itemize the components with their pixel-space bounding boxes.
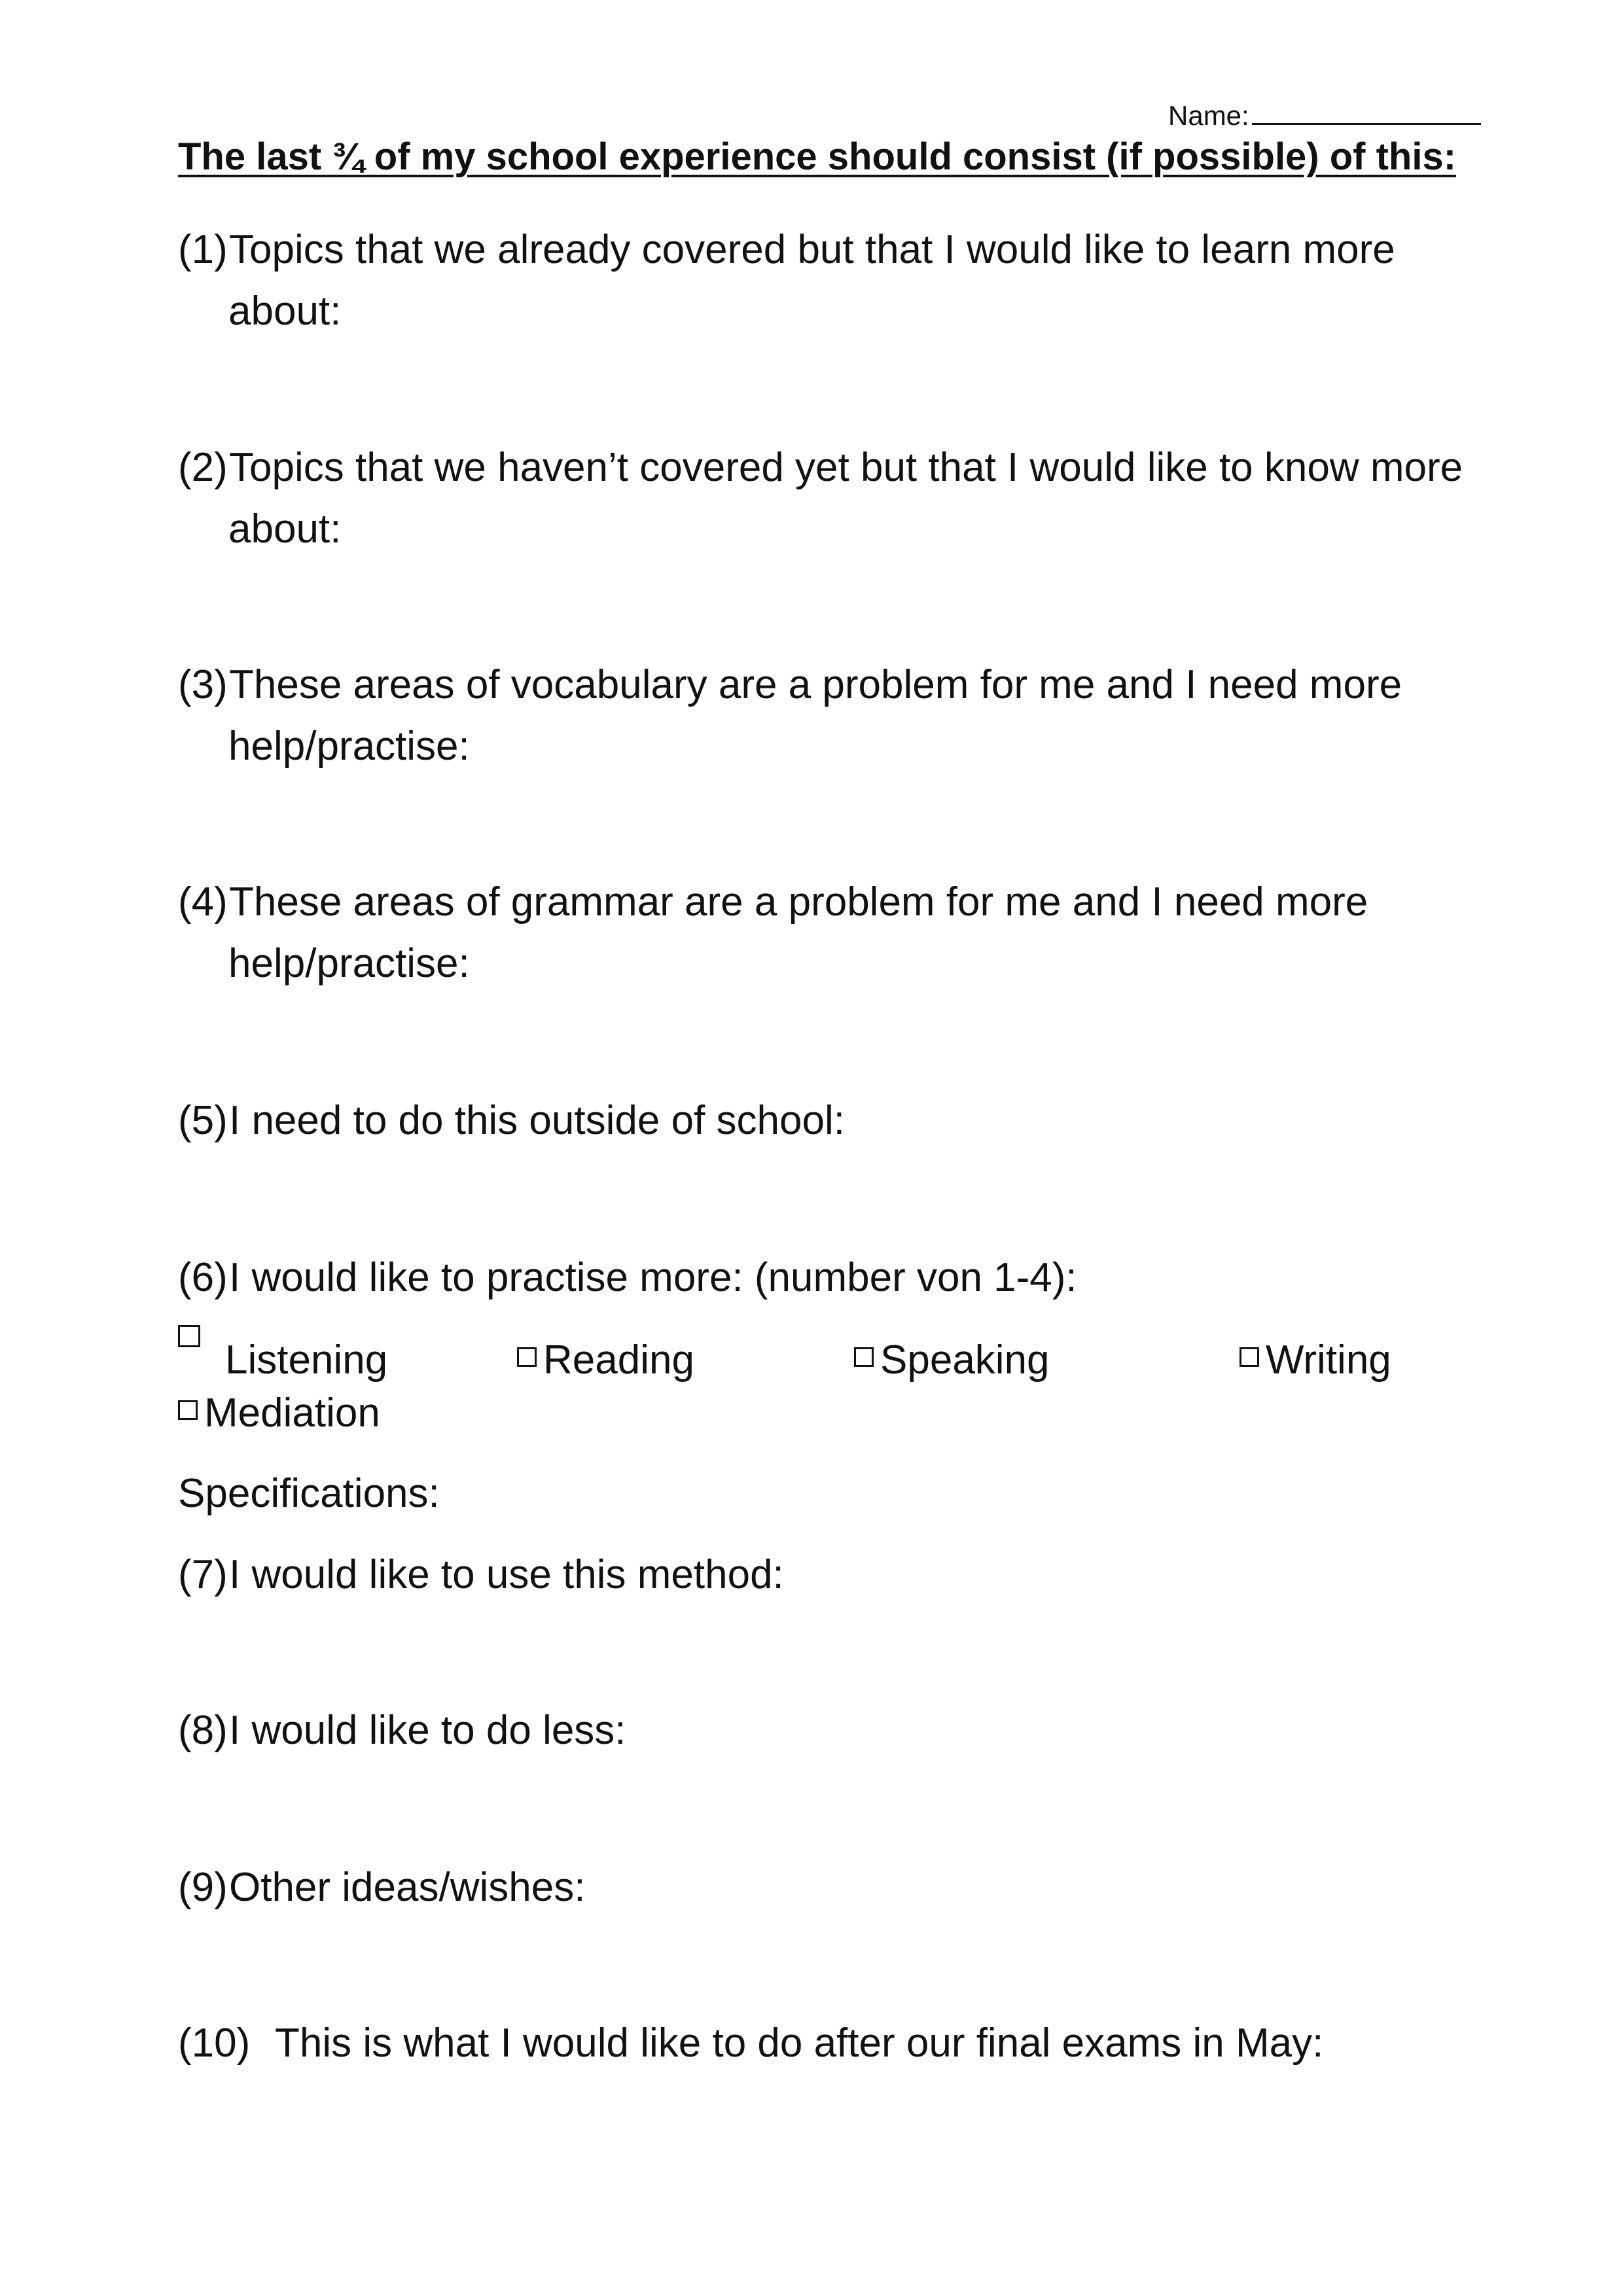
writing-checkbox[interactable] [1240,1347,1259,1367]
question-text-continued: help/practise: [228,941,470,986]
question-number: (3) [178,662,228,707]
question-text: I need to do this outside of school: [229,1098,845,1143]
question-number: (10) [178,2021,251,2066]
reading-option [517,1337,694,1383]
question-text-continued: about: [228,289,342,334]
question-text-continued: help/practise: [228,724,470,769]
mediation-checkbox[interactable] [178,1400,198,1420]
name-blank-line[interactable] [1252,98,1481,125]
question-number: (6) [178,1255,228,1300]
question-number: (9) [178,1865,228,1910]
question-text: Other ideas/wishes: [229,1865,586,1910]
question-8 [178,1700,626,1761]
question-4 [178,872,1368,986]
question-text: I would like to use this method: [229,1552,784,1597]
page-title: The last ¾ of my school experience should consist (if possible) of this: [178,135,1457,178]
question-text: This is what I would like to do after our final exams in May: [275,2021,1324,2066]
name-field [1168,98,1481,132]
writing-label: Writing [1266,1337,1391,1383]
reading-checkbox[interactable] [517,1347,537,1367]
question-text: I would like to do less: [229,1708,626,1753]
question-7 [178,1544,784,1606]
question-9 [178,1857,585,1918]
question-number: (1) [178,227,228,272]
writing-option [1240,1337,1391,1383]
specifications-label: Specifications: [178,1471,440,1516]
question-text: Topics that we already covered but that I would like to learn more [229,227,1395,272]
name-label: Name: [1168,100,1249,131]
question-number: (5) [178,1098,228,1143]
question-2 [178,437,1463,552]
question-5 [178,1090,845,1152]
question-number: (7) [178,1552,228,1597]
question-text: These areas of grammar are a problem for me and I need more [229,879,1368,925]
question-text: Topics that we haven’t covered yet but that I would like to know more [229,445,1463,490]
question-number: (4) [178,879,228,925]
question-3 [178,654,1402,769]
question-text: I would like to practise more: (number von 1-4): [229,1255,1077,1300]
question-text: These areas of vocabulary are a problem for me and I need more [229,662,1402,707]
mediation-label: Mediation [204,1390,380,1436]
question-number: (2) [178,445,228,490]
listening-label: Listening [225,1337,388,1383]
question-6 [178,1247,1077,1309]
listening-option [178,1337,387,1383]
question-number: (8) [178,1708,228,1753]
speaking-option [854,1337,1050,1383]
question-1 [178,219,1395,334]
speaking-checkbox[interactable] [854,1347,874,1367]
listening-checkbox[interactable] [178,1325,200,1347]
speaking-label: Speaking [880,1337,1050,1383]
question-text-continued: about: [228,506,342,552]
mediation-option [178,1390,380,1436]
reading-label: Reading [543,1337,694,1383]
question-10 [178,2013,1323,2074]
